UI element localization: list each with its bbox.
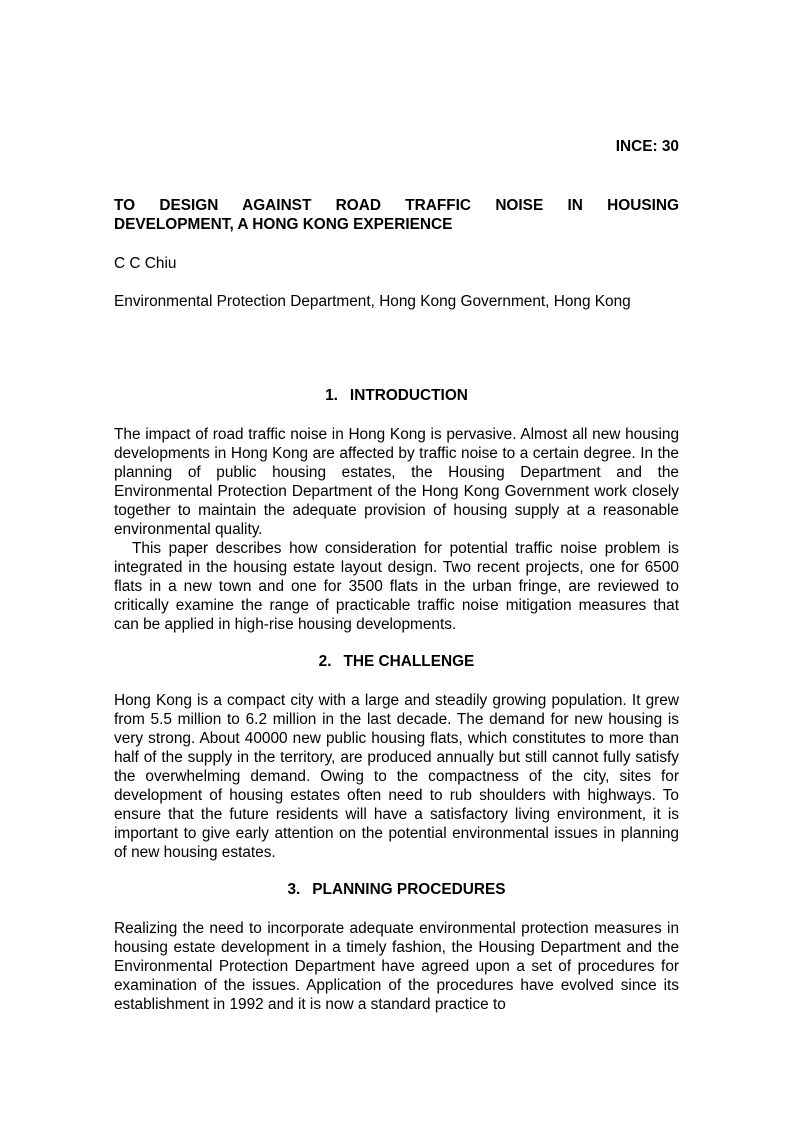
section-heading-introduction: [114, 386, 679, 405]
section-body-introduction: [114, 425, 679, 634]
paragraph: The impact of road traffic noise in Hong Kong is pervasive. Almost all new housing developments in Hong Kong are affected by traffic noise to a certain degree. In the planning of public housing estates, the Housing Department and the Environmental Protection Department of the Hong Kong Government work closely together to maintain the adequate provision of housing supply at a reasonable environmental quality.: [114, 426, 679, 538]
paper-affiliation: Environmental Protection Department, Hong Kong Government, Hong Kong: [114, 293, 631, 310]
section-number: 3.: [287, 881, 301, 898]
paragraph: Hong Kong is a compact city with a large and steadily growing population. It grew from 5.5 million to 6.2 million in the last decade. The demand for new housing is very strong. About 40000 new public housing flats, which constitutes to more than half of the supply in the territory, are produced annually but still cannot fully satisfy the overwhelming demand. Owing to the compactness of the city, sites for development of housing estates often need to rub shoulders with highways. To ensure that the future residents will have a satisfactory living environment, it is important to give early attention on the potential environmental issues in planning of new housing estates.: [114, 692, 679, 861]
paper-author: C C Chiu: [114, 255, 177, 272]
paper-title-line-2: DEVELOPMENT, A HONG KONG EXPERIENCE: [114, 216, 453, 233]
section-title: INTRODUCTION: [349, 387, 468, 404]
section-heading-challenge: [114, 652, 679, 671]
paper-code: INCE: 30: [615, 138, 679, 155]
paragraph: Realizing the need to incorporate adequate environmental protection measures in housing estate development in a timely fashion, the Housing Department and the Environmental Protection Department have agreed upon a set of procedures for examination of the issues. Application of the procedures have evolved since its establishment in 1992 and it is now a standard practice to: [114, 920, 679, 1013]
paper-title-line-1: TO DESIGN AGAINST ROAD TRAFFIC NOISE IN HOUSING: [114, 197, 679, 214]
section-body-challenge: [114, 691, 679, 862]
section-title: THE CHALLENGE: [343, 653, 475, 670]
paragraph: This paper describes how consideration for potential traffic noise problem is integrated in the housing estate layout design. Two recent projects, one for 6500 flats in a new town and one for 3500 flats in the urban fringe, are reviewed to critically examine the range of practicable traffic noise mitigation measures that can be applied in high-rise housing developments.: [114, 540, 679, 633]
section-number: 1.: [325, 387, 338, 404]
paper-title: [114, 196, 679, 234]
section-body-planning-procedures: [114, 919, 679, 1014]
section-heading-planning-procedures: [114, 880, 679, 899]
section-number: 2.: [318, 653, 332, 670]
section-title: PLANNING PROCEDURES: [312, 881, 506, 898]
